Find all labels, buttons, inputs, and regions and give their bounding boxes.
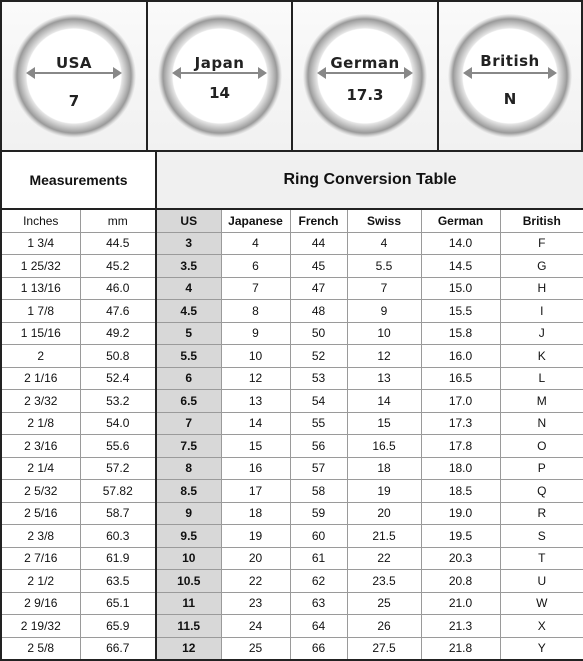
cell-french: 56: [290, 435, 347, 458]
cell-british: H: [500, 277, 583, 300]
cell-us: 10: [156, 547, 221, 570]
ring-value: 7: [68, 92, 80, 110]
cell-swiss: 7: [347, 277, 421, 300]
table-row: [1, 232, 583, 255]
cell-mm: 44.5: [80, 232, 156, 255]
cell-japanese: 20: [221, 547, 290, 570]
cell-us: 3.5: [156, 255, 221, 278]
cell-french: 62: [290, 570, 347, 593]
cell-german: 14.5: [421, 255, 500, 278]
cell-german: 21.8: [421, 637, 500, 660]
cell-french: 57: [290, 457, 347, 480]
cell-us: 4: [156, 277, 221, 300]
cell-japanese: 17: [221, 480, 290, 503]
cell-swiss: 18: [347, 457, 421, 480]
cell-us: 10.5: [156, 570, 221, 593]
cell-french: 53: [290, 367, 347, 390]
table-title: Ring Conversion Table: [156, 151, 583, 209]
ring-japan-panel: [148, 2, 293, 150]
table-row: [1, 457, 583, 480]
table-row: [1, 322, 583, 345]
double-arrow-icon: [319, 72, 411, 74]
cell-mm: 63.5: [80, 570, 156, 593]
cell-mm: 57.2: [80, 457, 156, 480]
table-row: [1, 502, 583, 525]
cell-german: 18.0: [421, 457, 500, 480]
table-row: [1, 435, 583, 458]
table-row: [1, 480, 583, 503]
cell-german: 15.8: [421, 322, 500, 345]
cell-german: 17.0: [421, 390, 500, 413]
cell-french: 48: [290, 300, 347, 323]
table-row: [1, 547, 583, 570]
cell-french: 66: [290, 637, 347, 660]
cell-french: 55: [290, 412, 347, 435]
ring-value: N: [503, 90, 517, 108]
cell-inches: 2 19/32: [1, 615, 80, 638]
cell-british: W: [500, 592, 583, 615]
cell-british: U: [500, 570, 583, 593]
cell-mm: 46.0: [80, 277, 156, 300]
cell-mm: 50.8: [80, 345, 156, 368]
cell-swiss: 20: [347, 502, 421, 525]
cell-mm: 52.4: [80, 367, 156, 390]
cell-mm: 53.2: [80, 390, 156, 413]
cell-japanese: 10: [221, 345, 290, 368]
cell-german: 21.3: [421, 615, 500, 638]
cell-inches: 2 5/32: [1, 480, 80, 503]
cell-german: 14.0: [421, 232, 500, 255]
cell-japanese: 25: [221, 637, 290, 660]
cell-british: Q: [500, 480, 583, 503]
cell-mm: 57.82: [80, 480, 156, 503]
cell-swiss: 16.5: [347, 435, 421, 458]
measurements-heading: Measurements: [1, 151, 156, 209]
cell-us: 7.5: [156, 435, 221, 458]
cell-german: 18.5: [421, 480, 500, 503]
cell-british: F: [500, 232, 583, 255]
cell-inches: 1 7/8: [1, 300, 80, 323]
cell-french: 60: [290, 525, 347, 548]
cell-japanese: 18: [221, 502, 290, 525]
cell-mm: 58.7: [80, 502, 156, 525]
cell-german: 19.5: [421, 525, 500, 548]
cell-german: 17.3: [421, 412, 500, 435]
cell-french: 59: [290, 502, 347, 525]
table-row: [1, 615, 583, 638]
cell-french: 64: [290, 615, 347, 638]
cell-japanese: 14: [221, 412, 290, 435]
cell-inches: 2: [1, 345, 80, 368]
cell-japanese: 15: [221, 435, 290, 458]
cell-us: 11: [156, 592, 221, 615]
cell-british: X: [500, 615, 583, 638]
cell-british: P: [500, 457, 583, 480]
cell-german: 20.3: [421, 547, 500, 570]
cell-british: M: [500, 390, 583, 413]
cell-japanese: 4: [221, 232, 290, 255]
cell-us: 11.5: [156, 615, 221, 638]
cell-inches: 2 1/8: [1, 412, 80, 435]
cell-mm: 49.2: [80, 322, 156, 345]
cell-british: K: [500, 345, 583, 368]
cell-french: 63: [290, 592, 347, 615]
ring-conversion-table: [0, 150, 583, 661]
table-row: [1, 637, 583, 660]
column-header-row: [1, 209, 583, 232]
cell-inches: 2 3/16: [1, 435, 80, 458]
cell-inches: 2 3/8: [1, 525, 80, 548]
cell-mm: 66.7: [80, 637, 156, 660]
ring-label: German: [330, 54, 400, 72]
cell-french: 47: [290, 277, 347, 300]
cell-french: 44: [290, 232, 347, 255]
table-row: [1, 367, 583, 390]
cell-us: 9: [156, 502, 221, 525]
cell-german: 15.0: [421, 277, 500, 300]
ring-usa-panel: [2, 2, 148, 150]
cell-swiss: 27.5: [347, 637, 421, 660]
column-header-japanese: Japanese: [221, 209, 290, 232]
cell-japanese: 22: [221, 570, 290, 593]
cell-french: 52: [290, 345, 347, 368]
cell-japanese: 19: [221, 525, 290, 548]
cell-british: J: [500, 322, 583, 345]
cell-us: 6.5: [156, 390, 221, 413]
table-row: [1, 255, 583, 278]
ring-value: 14: [209, 84, 230, 102]
ring-illustrations: [0, 0, 583, 150]
cell-us: 5: [156, 322, 221, 345]
cell-swiss: 23.5: [347, 570, 421, 593]
table-row: [1, 525, 583, 548]
ring-label: USA: [55, 54, 93, 72]
cell-swiss: 4: [347, 232, 421, 255]
cell-us: 3: [156, 232, 221, 255]
cell-inches: 2 1/16: [1, 367, 80, 390]
cell-british: G: [500, 255, 583, 278]
cell-german: 15.5: [421, 300, 500, 323]
cell-inches: 2 9/16: [1, 592, 80, 615]
table-title-row: [1, 151, 583, 209]
column-header-french: French: [290, 209, 347, 232]
cell-british: L: [500, 367, 583, 390]
column-header-swiss: Swiss: [347, 209, 421, 232]
cell-german: 16.5: [421, 367, 500, 390]
table-row: [1, 592, 583, 615]
cell-german: 19.0: [421, 502, 500, 525]
cell-mm: 54.0: [80, 412, 156, 435]
table-row: [1, 345, 583, 368]
cell-japanese: 8: [221, 300, 290, 323]
column-header-us: US: [156, 209, 221, 232]
cell-swiss: 13: [347, 367, 421, 390]
cell-swiss: 10: [347, 322, 421, 345]
cell-us: 9.5: [156, 525, 221, 548]
cell-japanese: 12: [221, 367, 290, 390]
cell-japanese: 7: [221, 277, 290, 300]
ring-value: 17.3: [346, 86, 384, 104]
cell-swiss: 22: [347, 547, 421, 570]
cell-swiss: 19: [347, 480, 421, 503]
cell-mm: 61.9: [80, 547, 156, 570]
column-header-british: British: [500, 209, 583, 232]
cell-german: 16.0: [421, 345, 500, 368]
column-header-inches: Inches: [1, 209, 80, 232]
column-header-german: German: [421, 209, 500, 232]
cell-british: N: [500, 412, 583, 435]
cell-japanese: 24: [221, 615, 290, 638]
cell-inches: 1 3/4: [1, 232, 80, 255]
cell-japanese: 9: [221, 322, 290, 345]
double-arrow-icon: [465, 72, 555, 74]
cell-inches: 2 7/16: [1, 547, 80, 570]
cell-us: 12: [156, 637, 221, 660]
cell-us: 8: [156, 457, 221, 480]
cell-inches: 1 13/16: [1, 277, 80, 300]
cell-british: S: [500, 525, 583, 548]
cell-mm: 55.6: [80, 435, 156, 458]
cell-mm: 65.1: [80, 592, 156, 615]
cell-inches: 2 3/32: [1, 390, 80, 413]
table-row: [1, 570, 583, 593]
cell-inches: 2 5/16: [1, 502, 80, 525]
ring-british-panel: [439, 2, 581, 150]
cell-french: 61: [290, 547, 347, 570]
ring-label: British: [480, 52, 540, 70]
cell-swiss: 12: [347, 345, 421, 368]
cell-japanese: 16: [221, 457, 290, 480]
cell-japanese: 6: [221, 255, 290, 278]
cell-french: 58: [290, 480, 347, 503]
cell-japanese: 23: [221, 592, 290, 615]
cell-mm: 65.9: [80, 615, 156, 638]
cell-swiss: 9: [347, 300, 421, 323]
cell-british: O: [500, 435, 583, 458]
cell-swiss: 14: [347, 390, 421, 413]
table-row: [1, 412, 583, 435]
table-row: [1, 277, 583, 300]
cell-german: 20.8: [421, 570, 500, 593]
cell-british: I: [500, 300, 583, 323]
double-arrow-icon: [174, 72, 265, 74]
cell-british: Y: [500, 637, 583, 660]
cell-us: 7: [156, 412, 221, 435]
cell-inches: 1 15/16: [1, 322, 80, 345]
cell-french: 54: [290, 390, 347, 413]
double-arrow-icon: [28, 72, 120, 74]
cell-german: 17.8: [421, 435, 500, 458]
cell-mm: 60.3: [80, 525, 156, 548]
column-header-mm: mm: [80, 209, 156, 232]
cell-swiss: 15: [347, 412, 421, 435]
cell-german: 21.0: [421, 592, 500, 615]
cell-swiss: 5.5: [347, 255, 421, 278]
cell-mm: 47.6: [80, 300, 156, 323]
cell-us: 6: [156, 367, 221, 390]
cell-british: R: [500, 502, 583, 525]
cell-us: 4.5: [156, 300, 221, 323]
cell-inches: 2 5/8: [1, 637, 80, 660]
cell-swiss: 21.5: [347, 525, 421, 548]
cell-inches: 1 25/32: [1, 255, 80, 278]
table-row: [1, 390, 583, 413]
ring-label: Japan: [194, 54, 245, 72]
cell-us: 8.5: [156, 480, 221, 503]
cell-japanese: 13: [221, 390, 290, 413]
cell-swiss: 25: [347, 592, 421, 615]
table-row: [1, 300, 583, 323]
cell-inches: 2 1/4: [1, 457, 80, 480]
cell-us: 5.5: [156, 345, 221, 368]
cell-british: T: [500, 547, 583, 570]
ring-german-panel: [293, 2, 439, 150]
cell-french: 45: [290, 255, 347, 278]
cell-french: 50: [290, 322, 347, 345]
cell-mm: 45.2: [80, 255, 156, 278]
cell-inches: 2 1/2: [1, 570, 80, 593]
cell-swiss: 26: [347, 615, 421, 638]
